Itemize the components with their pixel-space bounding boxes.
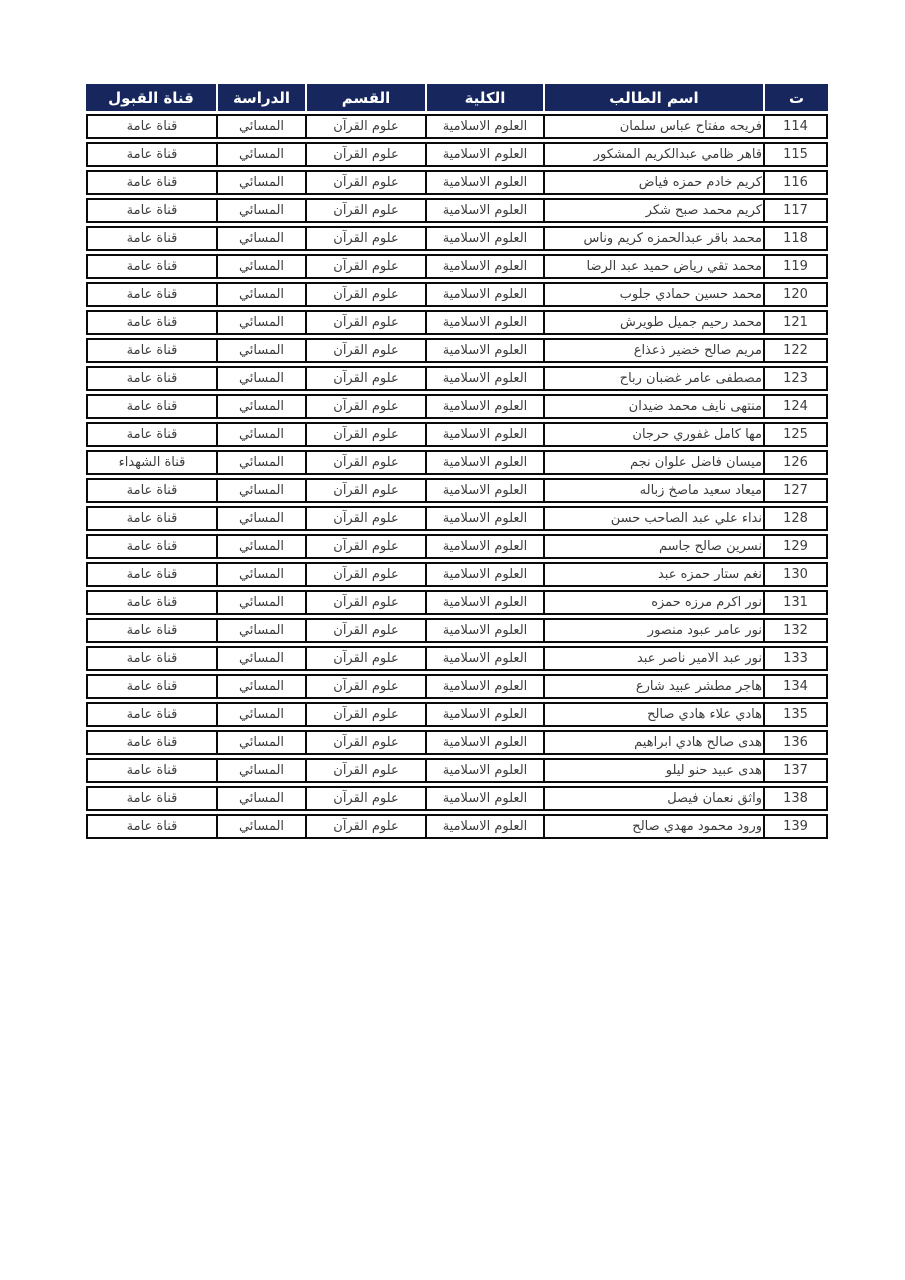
admission-channel-cell: قناة عامة (86, 730, 216, 755)
table-row (86, 506, 828, 531)
department-cell: علوم القرآن (305, 786, 425, 811)
college-cell: العلوم الاسلامية (425, 170, 543, 195)
student-number-cell: 124 (763, 394, 828, 419)
admission-channel-cell: قناة عامة (86, 226, 216, 251)
study-type-cell: المسائي (216, 534, 305, 559)
table-row (86, 758, 828, 783)
college-cell: العلوم الاسلامية (425, 702, 543, 727)
column-header-admission-channel: قناة القبول (86, 84, 216, 111)
college-cell: العلوم الاسلامية (425, 730, 543, 755)
student-number-cell: 129 (763, 534, 828, 559)
college-cell: العلوم الاسلامية (425, 478, 543, 503)
student-number-cell: 137 (763, 758, 828, 783)
student-number-cell: 117 (763, 198, 828, 223)
department-cell: علوم القرآن (305, 702, 425, 727)
table-row (86, 562, 828, 587)
study-type-cell: المسائي (216, 506, 305, 531)
department-cell: علوم القرآن (305, 338, 425, 363)
college-cell: العلوم الاسلامية (425, 282, 543, 307)
department-cell: علوم القرآن (305, 730, 425, 755)
student-name-cell: محمد حسين حمادي جلوب (543, 282, 763, 307)
college-cell: العلوم الاسلامية (425, 758, 543, 783)
table-row (86, 366, 828, 391)
table-row (86, 450, 828, 475)
department-cell: علوم القرآن (305, 394, 425, 419)
admission-channel-cell: قناة عامة (86, 758, 216, 783)
student-name-cell: مريم صالح خضير ذعذاع (543, 338, 763, 363)
admission-channel-cell: قناة عامة (86, 674, 216, 699)
admission-channel-cell: قناة عامة (86, 422, 216, 447)
student-number-cell: 132 (763, 618, 828, 643)
table-row (86, 674, 828, 699)
department-cell: علوم القرآن (305, 366, 425, 391)
study-type-cell: المسائي (216, 730, 305, 755)
admission-channel-cell: قناة عامة (86, 478, 216, 503)
student-number-cell: 123 (763, 366, 828, 391)
college-cell: العلوم الاسلامية (425, 590, 543, 615)
student-name-cell: فريحه مفتاح عباس سلمان (543, 114, 763, 139)
department-cell: علوم القرآن (305, 198, 425, 223)
department-cell: علوم القرآن (305, 562, 425, 587)
department-cell: علوم القرآن (305, 534, 425, 559)
table-row (86, 618, 828, 643)
admission-channel-cell: قناة عامة (86, 646, 216, 671)
department-cell: علوم القرآن (305, 590, 425, 615)
study-type-cell: المسائي (216, 338, 305, 363)
table-row (86, 814, 828, 839)
student-name-cell: هادي علاء هادي صالح (543, 702, 763, 727)
table-row (86, 310, 828, 335)
department-cell: علوم القرآن (305, 114, 425, 139)
college-cell: العلوم الاسلامية (425, 674, 543, 699)
department-cell: علوم القرآن (305, 142, 425, 167)
student-number-cell: 136 (763, 730, 828, 755)
study-type-cell: المسائي (216, 702, 305, 727)
study-type-cell: المسائي (216, 814, 305, 839)
column-header-number: ت (763, 84, 828, 111)
college-cell: العلوم الاسلامية (425, 114, 543, 139)
student-name-cell: منتهى نايف محمد ضيدان (543, 394, 763, 419)
admission-channel-cell: قناة عامة (86, 366, 216, 391)
table-row (86, 730, 828, 755)
student-name-cell: محمد تقي رياض حميد عبد الرضا (543, 254, 763, 279)
student-number-cell: 126 (763, 450, 828, 475)
student-name-cell: نور اكرم مرزه حمزه (543, 590, 763, 615)
table-row (86, 170, 828, 195)
department-cell: علوم القرآن (305, 450, 425, 475)
student-number-cell: 130 (763, 562, 828, 587)
column-header-study-type: الدراسة (216, 84, 305, 111)
student-name-cell: محمد باقر عبدالحمزه كريم وناس (543, 226, 763, 251)
student-number-cell: 138 (763, 786, 828, 811)
admission-channel-cell: قناة عامة (86, 142, 216, 167)
admission-channel-cell: قناة عامة (86, 394, 216, 419)
study-type-cell: المسائي (216, 674, 305, 699)
study-type-cell: المسائي (216, 646, 305, 671)
department-cell: علوم القرآن (305, 814, 425, 839)
department-cell: علوم القرآن (305, 646, 425, 671)
college-cell: العلوم الاسلامية (425, 394, 543, 419)
student-name-cell: هاجر مطشر عبيد شارع (543, 674, 763, 699)
study-type-cell: المسائي (216, 758, 305, 783)
department-cell: علوم القرآن (305, 618, 425, 643)
admission-channel-cell: قناة عامة (86, 114, 216, 139)
study-type-cell: المسائي (216, 142, 305, 167)
college-cell: العلوم الاسلامية (425, 562, 543, 587)
department-cell: علوم القرآن (305, 478, 425, 503)
college-cell: العلوم الاسلامية (425, 198, 543, 223)
students-table-header (86, 84, 828, 111)
student-number-cell: 114 (763, 114, 828, 139)
student-name-cell: كريم محمد صبح شكر (543, 198, 763, 223)
table-row (86, 422, 828, 447)
study-type-cell: المسائي (216, 478, 305, 503)
department-cell: علوم القرآن (305, 422, 425, 447)
table-row (86, 282, 828, 307)
column-header-department: القسم (305, 84, 425, 111)
department-cell: علوم القرآن (305, 758, 425, 783)
study-type-cell: المسائي (216, 198, 305, 223)
admission-channel-cell: قناة عامة (86, 814, 216, 839)
admission-channel-cell: قناة عامة (86, 562, 216, 587)
table-row (86, 338, 828, 363)
admission-channel-cell: قناة عامة (86, 506, 216, 531)
student-number-cell: 127 (763, 478, 828, 503)
table-row (86, 786, 828, 811)
college-cell: العلوم الاسلامية (425, 786, 543, 811)
college-cell: العلوم الاسلامية (425, 366, 543, 391)
student-name-cell: مها كامل غفوري حرجان (543, 422, 763, 447)
table-row (86, 142, 828, 167)
department-cell: علوم القرآن (305, 506, 425, 531)
table-row (86, 534, 828, 559)
student-number-cell: 121 (763, 310, 828, 335)
admission-channel-cell: قناة الشهداء (86, 450, 216, 475)
admission-channel-cell: قناة عامة (86, 534, 216, 559)
study-type-cell: المسائي (216, 590, 305, 615)
student-name-cell: ورود محمود مهدي صالح (543, 814, 763, 839)
admission-channel-cell: قناة عامة (86, 254, 216, 279)
table-row (86, 702, 828, 727)
student-number-cell: 135 (763, 702, 828, 727)
table-row (86, 590, 828, 615)
college-cell: العلوم الاسلامية (425, 338, 543, 363)
student-number-cell: 119 (763, 254, 828, 279)
study-type-cell: المسائي (216, 394, 305, 419)
college-cell: العلوم الاسلامية (425, 534, 543, 559)
study-type-cell: المسائي (216, 282, 305, 307)
table-row (86, 198, 828, 223)
column-header-college: الكلية (425, 84, 543, 111)
student-name-cell: مصطفى عامر غضبان رباح (543, 366, 763, 391)
student-name-cell: نغم ستار حمزه عبد (543, 562, 763, 587)
college-cell: العلوم الاسلامية (425, 422, 543, 447)
table-row (86, 394, 828, 419)
department-cell: علوم القرآن (305, 674, 425, 699)
student-number-cell: 116 (763, 170, 828, 195)
department-cell: علوم القرآن (305, 282, 425, 307)
student-number-cell: 139 (763, 814, 828, 839)
study-type-cell: المسائي (216, 226, 305, 251)
admission-channel-cell: قناة عامة (86, 198, 216, 223)
table-row (86, 646, 828, 671)
student-name-cell: هدى صالح هادي ابراهيم (543, 730, 763, 755)
admission-channel-cell: قناة عامة (86, 310, 216, 335)
department-cell: علوم القرآن (305, 170, 425, 195)
students-table (86, 81, 828, 842)
college-cell: العلوم الاسلامية (425, 646, 543, 671)
table-row (86, 226, 828, 251)
students-table-body (86, 114, 828, 839)
college-cell: العلوم الاسلامية (425, 226, 543, 251)
student-name-cell: نسرين صالح جاسم (543, 534, 763, 559)
student-number-cell: 125 (763, 422, 828, 447)
department-cell: علوم القرآن (305, 226, 425, 251)
student-name-cell: قاهر ظامي عبدالكريم المشكور (543, 142, 763, 167)
student-name-cell: واثق نعمان فيصل (543, 786, 763, 811)
student-number-cell: 133 (763, 646, 828, 671)
department-cell: علوم القرآن (305, 310, 425, 335)
header-row (86, 84, 828, 111)
student-name-cell: نور عامر عبود منصور (543, 618, 763, 643)
student-name-cell: ميعاد سعيد ماصخ زباله (543, 478, 763, 503)
study-type-cell: المسائي (216, 254, 305, 279)
study-type-cell: المسائي (216, 310, 305, 335)
student-number-cell: 115 (763, 142, 828, 167)
college-cell: العلوم الاسلامية (425, 506, 543, 531)
student-number-cell: 122 (763, 338, 828, 363)
college-cell: العلوم الاسلامية (425, 254, 543, 279)
admission-channel-cell: قناة عامة (86, 786, 216, 811)
study-type-cell: المسائي (216, 114, 305, 139)
student-number-cell: 120 (763, 282, 828, 307)
student-number-cell: 118 (763, 226, 828, 251)
study-type-cell: المسائي (216, 450, 305, 475)
college-cell: العلوم الاسلامية (425, 310, 543, 335)
study-type-cell: المسائي (216, 618, 305, 643)
study-type-cell: المسائي (216, 366, 305, 391)
study-type-cell: المسائي (216, 562, 305, 587)
column-header-student-name: اسم الطالب (543, 84, 763, 111)
student-name-cell: ميسان فاضل علوان نجم (543, 450, 763, 475)
college-cell: العلوم الاسلامية (425, 814, 543, 839)
admission-channel-cell: قناة عامة (86, 282, 216, 307)
student-name-cell: نداء علي عبد الصاحب حسن (543, 506, 763, 531)
department-cell: علوم القرآن (305, 254, 425, 279)
student-name-cell: هدى عبيد حنو ليلو (543, 758, 763, 783)
college-cell: العلوم الاسلامية (425, 450, 543, 475)
study-type-cell: المسائي (216, 786, 305, 811)
admission-channel-cell: قناة عامة (86, 170, 216, 195)
student-number-cell: 131 (763, 590, 828, 615)
admission-channel-cell: قناة عامة (86, 702, 216, 727)
admission-channel-cell: قناة عامة (86, 338, 216, 363)
document-page (86, 84, 828, 842)
college-cell: العلوم الاسلامية (425, 618, 543, 643)
study-type-cell: المسائي (216, 170, 305, 195)
college-cell: العلوم الاسلامية (425, 142, 543, 167)
student-name-cell: محمد رحيم جميل طويرش (543, 310, 763, 335)
student-number-cell: 128 (763, 506, 828, 531)
student-number-cell: 134 (763, 674, 828, 699)
admission-channel-cell: قناة عامة (86, 618, 216, 643)
table-row (86, 254, 828, 279)
student-name-cell: نور عبد الامير ناصر عبد (543, 646, 763, 671)
study-type-cell: المسائي (216, 422, 305, 447)
table-row (86, 478, 828, 503)
student-name-cell: كريم خادم حمزه فياض (543, 170, 763, 195)
admission-channel-cell: قناة عامة (86, 590, 216, 615)
table-row (86, 114, 828, 139)
